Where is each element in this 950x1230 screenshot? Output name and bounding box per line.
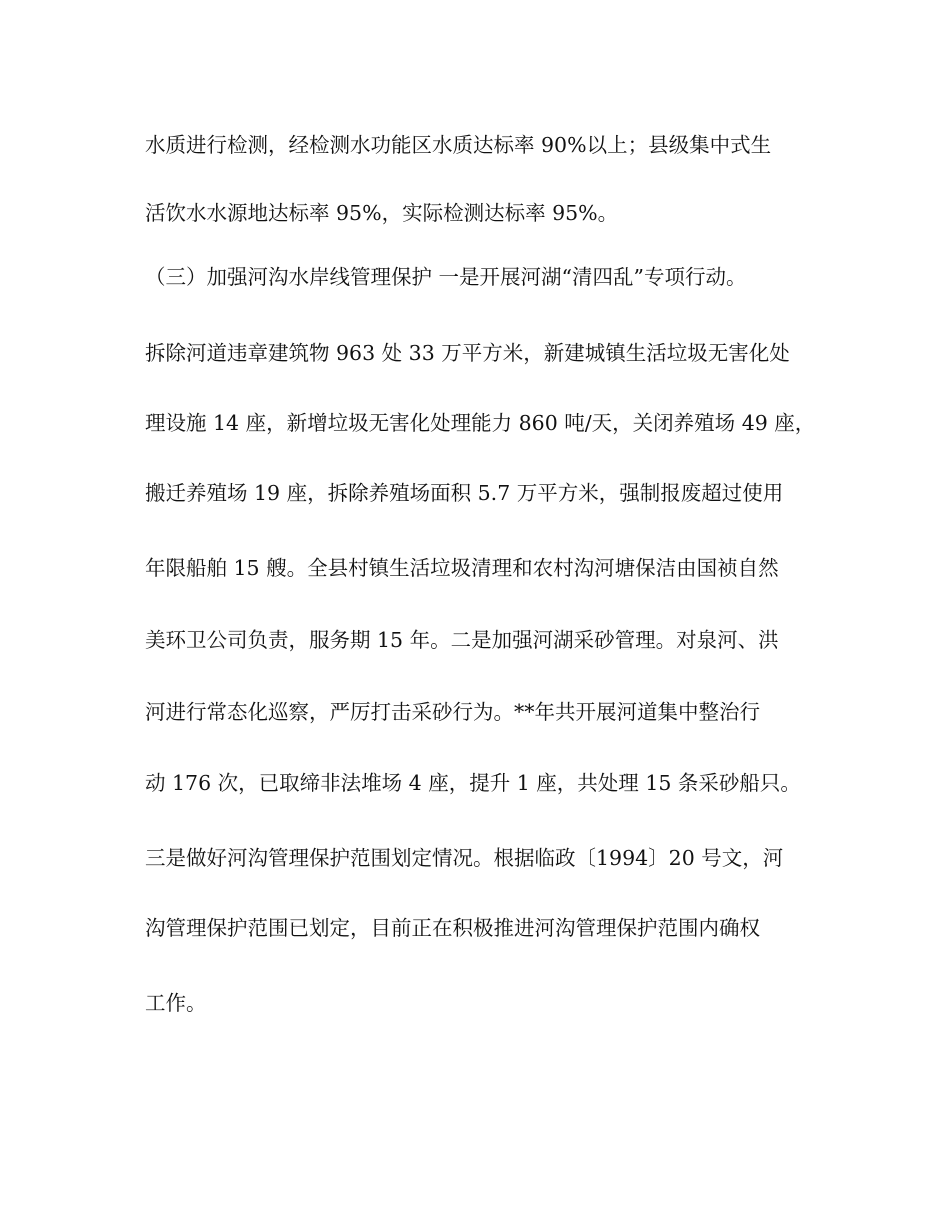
text-line-2: 活饮水水源地达标率 95%，实际检测达标率 95%。	[145, 201, 619, 225]
text-line-13: 工作。	[145, 991, 207, 1015]
text-line-6: 搬迁养殖场 19 座，拆除养殖场面积 5.7 万平方米，强制报废超过使用	[145, 481, 784, 505]
section-heading-line: （三）加强河沟水岸线管理保护 一是开展河湖“清四乱”专项行动。	[145, 265, 747, 289]
text-line-9: 河进行常态化巡察，严厉打击采砂行为。**年共开展河道集中整治行	[145, 700, 760, 724]
text-line-4: 拆除河道违章建筑物 963 处 33 万平方米，新建城镇生活垃圾无害化处	[145, 341, 790, 365]
text-line-5: 理设施 14 座，新增垃圾无害化处理能力 860 吨/天，关闭养殖场 49 座，	[145, 411, 816, 435]
text-line-1: 水质进行检测，经检测水功能区水质达标率 90%以上；县级集中式生	[145, 133, 772, 157]
text-line-12: 沟管理保护范围已划定，目前正在积极推进河沟管理保护范围内确权	[145, 916, 760, 940]
text-line-11: 三是做好河沟管理保护范围划定情况。根据临政〔1994〕20 号文，河	[145, 846, 784, 870]
text-line-10: 动 176 次，已取缔非法堆场 4 座，提升 1 座，共处理 15 条采砂船只。	[145, 771, 801, 795]
text-line-7: 年限船舶 15 艘。全县村镇生活垃圾清理和农村沟河塘保洁由国祯自然	[145, 556, 779, 580]
text-line-8: 美环卫公司负责，服务期 15 年。二是加强河湖采砂管理。对泉河、洪	[145, 628, 779, 652]
